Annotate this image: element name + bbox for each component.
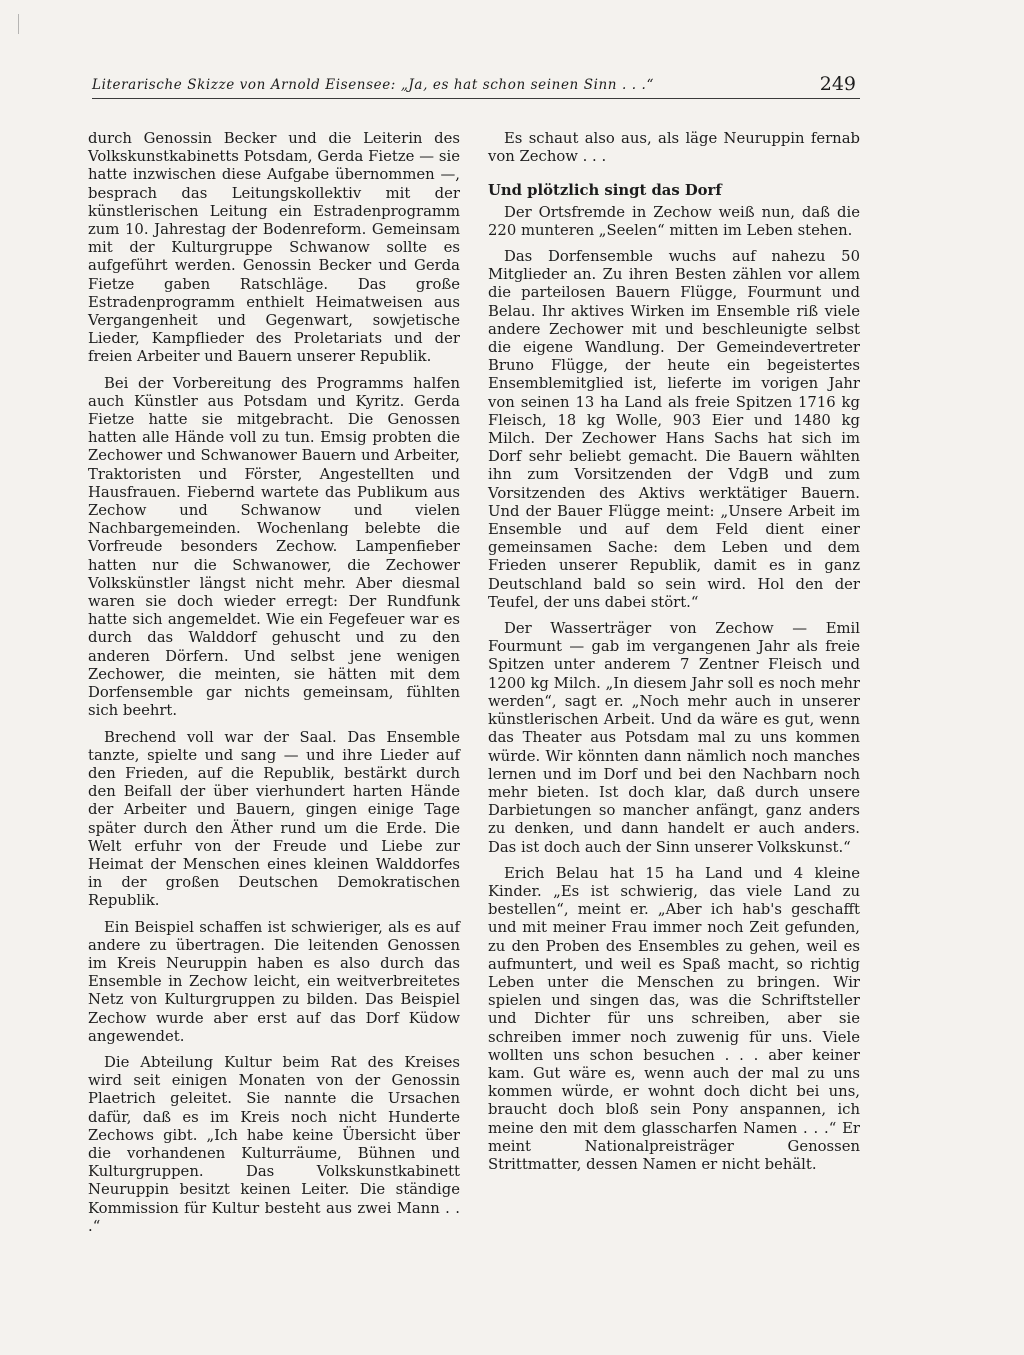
scan-mark bbox=[18, 14, 19, 34]
running-header bbox=[92, 73, 860, 99]
section-heading: Und plötzlich singt das Dorf bbox=[488, 182, 722, 200]
paragraph: Brechend voll war der Saal. Das Ensemble tanzte, spielte und sang — und ihre Lieder auf den Frieden, auf die Republik, bestärkt durch den Beifall der über vierhundert harten Hände der Arbeiter und Bauern, gingen einige Tage später durch den Äther rund um die Erde. Die Welt erfuhr von der Freude und Liebe zur Heimat der Menschen eines kleinen Walddorfes in der großen Deutschen Demokratischen Republik. bbox=[88, 728, 460, 910]
paragraph: Der Ortsfremde in Zechow weiß nun, daß die 220 munteren „Seelen“ mitten im Leben stehen. bbox=[488, 203, 860, 239]
paragraph: Ein Beispiel schaffen ist schwieriger, als es auf andere zu übertragen. Die leitenden Genossen im Kreis Neuruppin haben es also durch das Ensemble in Zechow leicht, ein weitverbreitetes Netz von Kulturgruppen zu bilden. Das Beispiel Zechow wurde aber erst auf das Dorf Küdow angewendet. bbox=[88, 918, 460, 1045]
paragraph: Die Abteilung Kultur beim Rat des Kreises wird seit einigen Monaten von der Genossin Plaetrich geleitet. Sie nannte die Ursachen dafür, daß es im Kreis noch nicht Hunderte Zechows gibt. „Ich habe keine Übersicht über die vorhandenen Kulturräume, Bühnen und Kulturgruppen. Das Volkskunstkabinett Neuruppin besitzt keinen Leiter. Die ständige Kommission für Kultur besteht aus zwei Mann . . .“ bbox=[88, 1053, 460, 1235]
paragraph: Bei der Vorbereitung des Programms halfen auch Künstler aus Potsdam und Kyritz. Gerda Fietze hatte sie mitgebracht. Die Genossen hatten alle Hände voll zu tun. Emsig probten die Zechower und Schwanower Bauern und Arbeiter, Traktoristen und Förster, Angestellten und Hausfrauen. Fiebernd wartete das Publikum aus Zechow und Schwanow und vielen Nachbargemeinden. Wochenlang belebte die Vorfreude besonders Zechow. Lampenfieber hatten nur die Schwanower, die Zechower Volkskünstler längst nicht mehr. Aber diesmal waren sie doch wieder erregt: Der Rundfunk hatte sich angemeldet. Wie ein Fegefeuer war es durch das Walddorf gehuscht und zu den anderen Dörfern. Und selbst jene wenigen Zechower, die meinten, sie hätten mit dem Dorfensemble gar nichts gemeinsam, fühlten sich beehrt. bbox=[88, 374, 460, 720]
left-column bbox=[88, 130, 460, 1244]
running-title: Literarische Skizze von Arnold Eisensee: „Ja, es hat schon seinen Sinn . . .“ bbox=[92, 77, 654, 93]
paragraph: Der Wasserträger von Zechow — Emil Fourmunt — gab im vergangenen Jahr als freie Spitzen unter anderem 7 Zentner Fleisch und 1200 kg Milch. „In diesem Jahr soll es noch mehr werden“, sagt er. „Noch mehr auch in unserer künstlerischen Arbeit. Und da wäre es gut, wenn das Theater aus Potsdam mal zu uns kommen würde. Wir könnten dann nämlich noch manches lernen und im Dorf und bei den Nachbarn noch mehr bieten. Ist doch klar, daß durch unsere Darbietungen so mancher anfängt, ganz anders zu denken, und dann handelt er auch anders. Das ist doch auch der Sinn unserer Volkskunst.“ bbox=[488, 620, 860, 856]
paragraph: durch Genossin Becker und die Leiterin des Volkskunstkabinetts Potsdam, Gerda Fietze — sie hatte inzwischen diese Aufgabe übernommen —, besprach das Leitungskollektiv mit der künstlerischen Leitung ein Estradenprogramm zum 10. Jahrestag der Bodenreform. Gemeinsam mit der Kulturgruppe Schwanow sollte es aufgeführt werden. Genossin Becker und Gerda Fietze gaben Ratschläge. Das große Estradenprogramm enthielt Heimatweisen aus Vergangenheit und Gegenwart, sowjetische Lieder, Kampflieder des Proletariats und der freien Arbeiter und Bauern unserer Republik. bbox=[88, 130, 460, 366]
paragraph: Es schaut also aus, als läge Neuruppin fernab von Zechow . . . bbox=[488, 130, 860, 166]
paragraph: Erich Belau hat 15 ha Land und 4 kleine Kinder. „Es ist schwierig, das viele Land zu bestellen“, meint er. „Aber ich hab's geschafft und mit meiner Frau immer noch Zeit gefunden, zu den Proben des Ensembles zu gehen, weil es aufmuntert, und weil es Spaß macht, so richtig Leben unter die Menschen zu bringen. Wir spielen und singen das, was die Schriftsteller und Dichter für uns schreiben, aber sie schreiben immer noch zuwenig für uns. Viele wollten uns schon besuchen . . . aber keiner kam. Gut wäre es, wenn auch der mal zu uns kommen würde, er wohnt doch dicht bei uns, braucht doch bloß sein Pony anspannen, ich meine den mit dem glasscharfen Namen . . .“ Er meint Nationalpreisträger Genossen Strittmatter, dessen Namen er nicht behält. bbox=[488, 864, 860, 1173]
paragraph: Das Dorfensemble wuchs auf nahezu 50 Mitglieder an. Zu ihren Besten zählen vor allem die parteilosen Bauern Flügge, Fourmunt und Belau. Ihr aktives Wirken im Ensemble riß viele andere Zechower mit und beschleunigte selbst die eigene Wandlung. Der Gemeindevertreter Bruno Flügge, der heute ein begeistertes Ensemblemitglied ist, lieferte im vorigen Jahr von seinen 13 ha Land als freie Spitzen 1716 kg Fleisch, 18 kg Wolle, 903 Eier und 1480 kg Milch. Der Zechower Hans Sachs hat sich im Dorf sehr beliebt gemacht. Die Bauern wählten ihn zum Vorsitzenden der VdgB und zum Vorsitzenden des Aktivs werktätiger Bauern. Und der Bauer Flügge meint: „Unsere Arbeit im Ensemble und auf dem Feld dient einer gemeinsamen Sache: dem Leben und dem Frieden unserer Republik, damit es in ganz Deutschland bald so sein wird. Hol den der Teufel, der uns dabei stört.“ bbox=[488, 248, 860, 611]
page-number: 249 bbox=[819, 73, 856, 95]
right-column bbox=[488, 130, 860, 1182]
